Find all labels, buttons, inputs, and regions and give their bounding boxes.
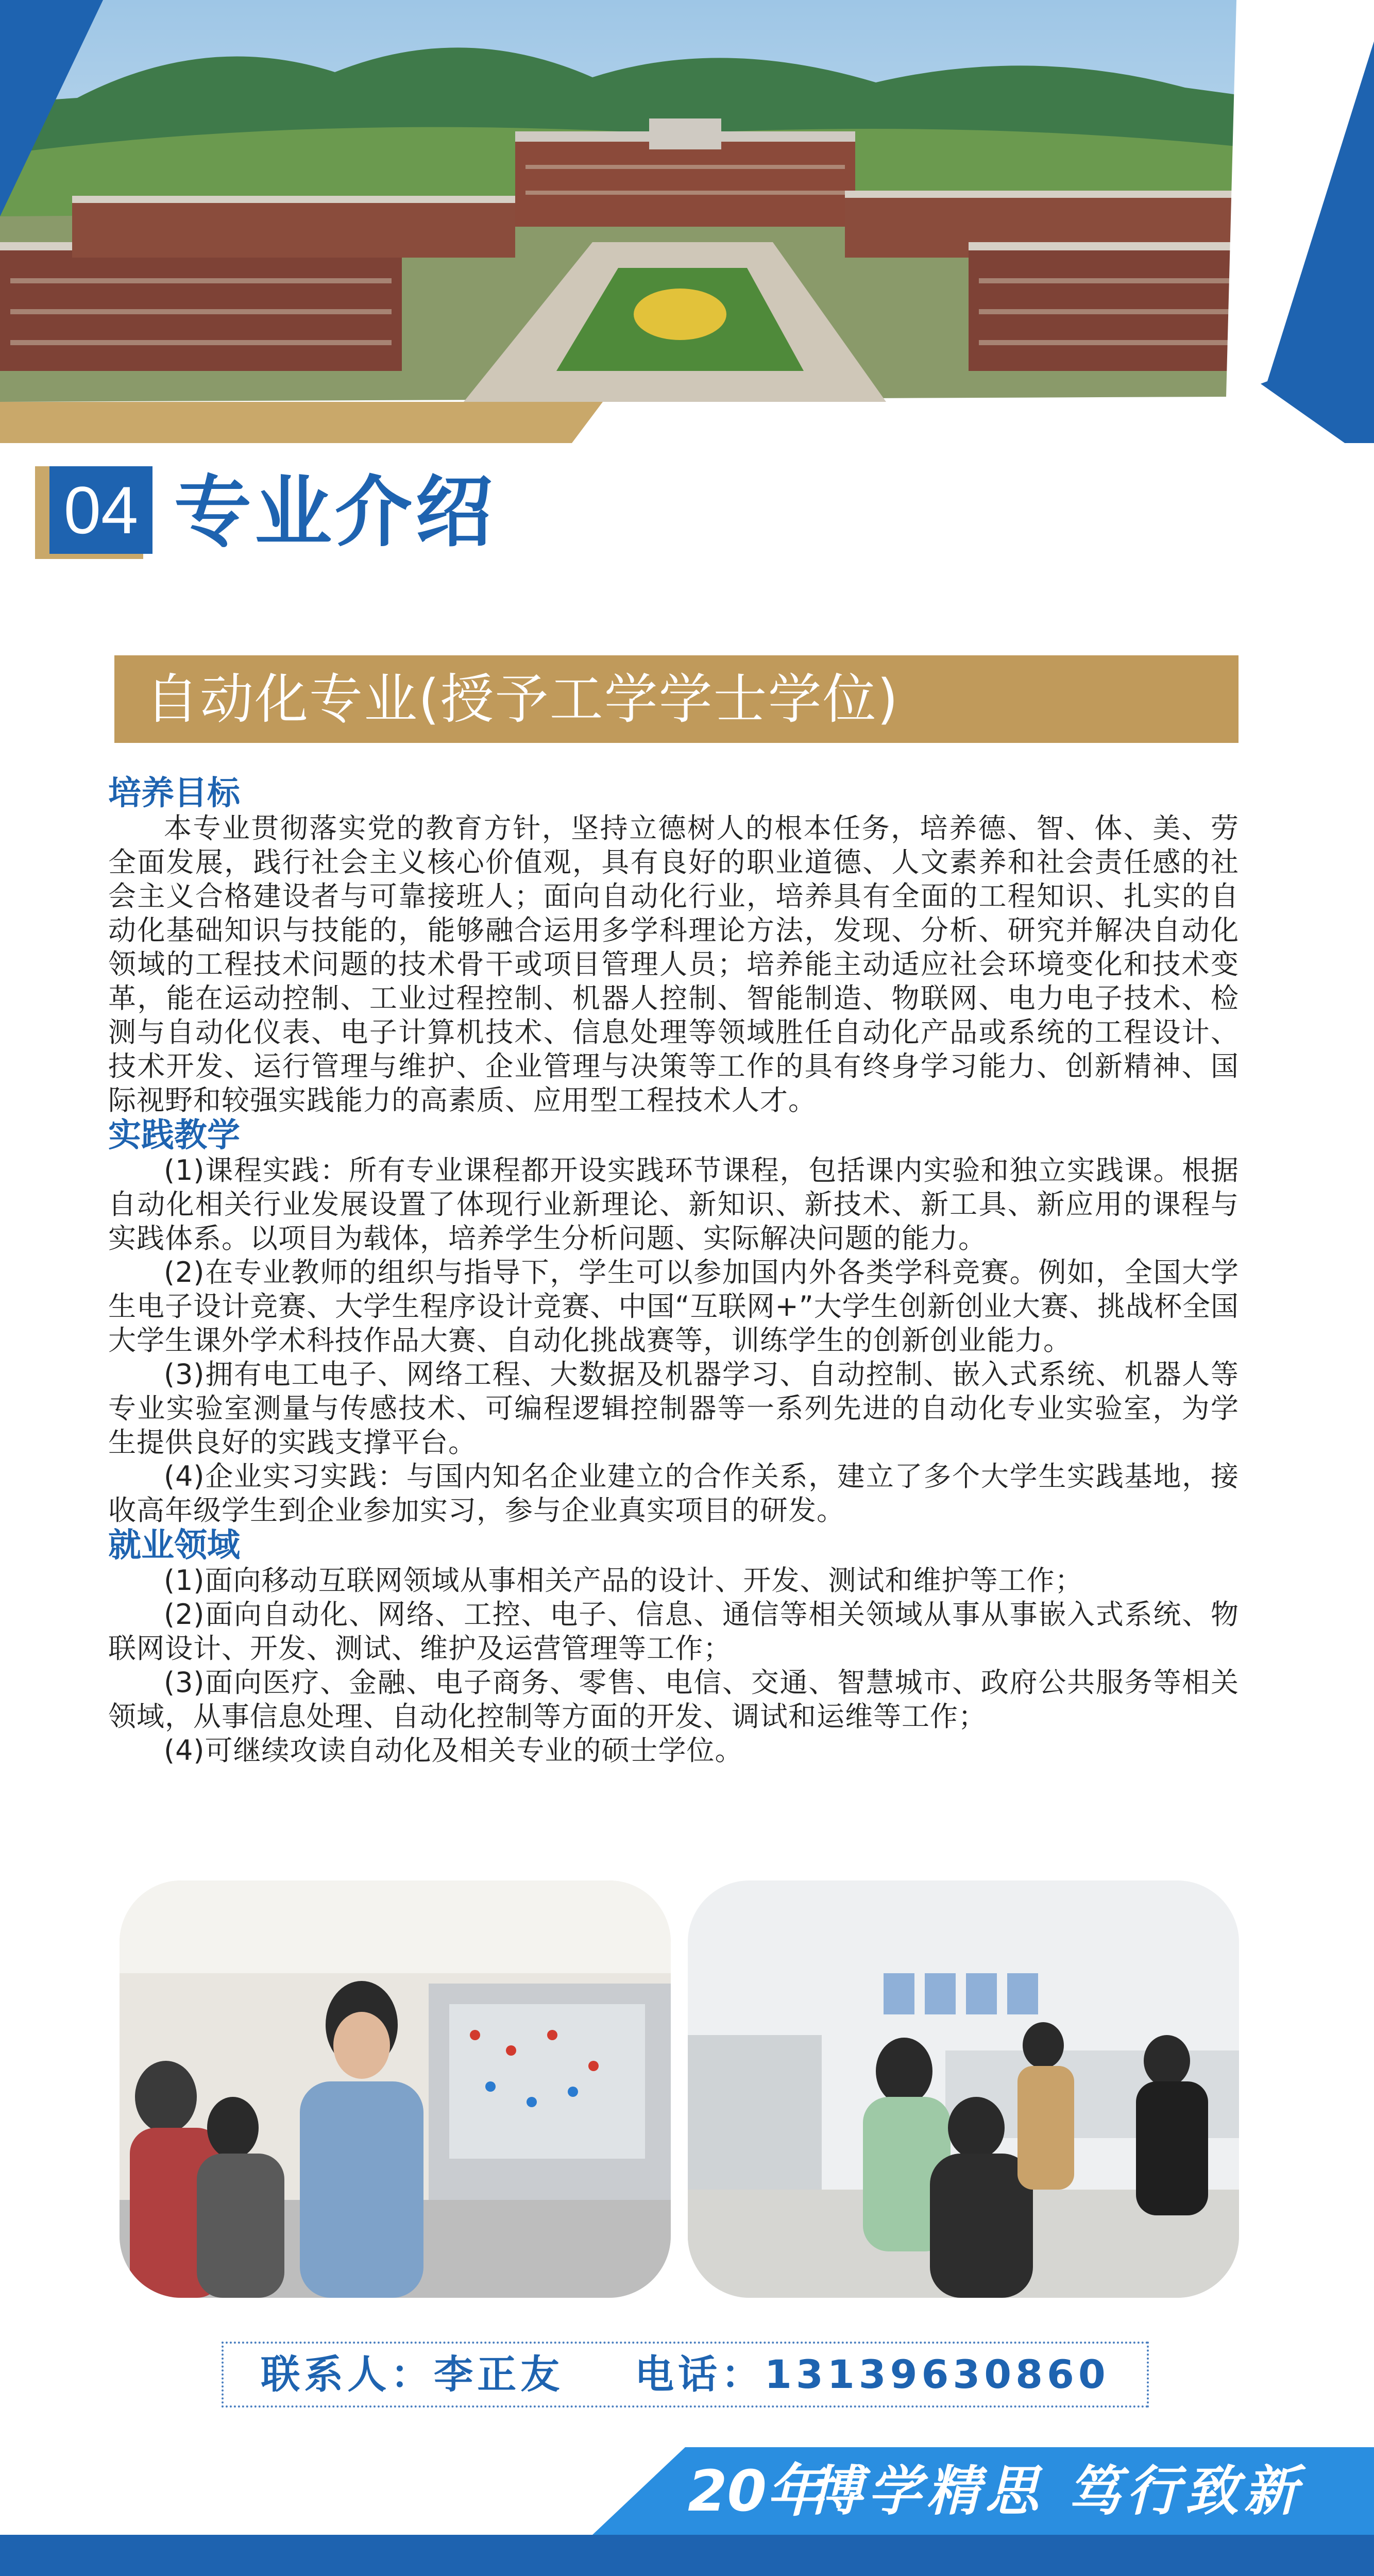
practice-heading: 实践教学: [108, 1116, 240, 1155]
practice-paragraph-4: (4)企业实习实践：与国内知名企业建立的合作关系，建立了多个大学生实践基地，接收高年级学生到企业参加实习，参与企业真实项目的研发。: [108, 1460, 1239, 1527]
campus-hero-image: [0, 0, 1374, 443]
employment-heading: 就业领域: [108, 1527, 240, 1565]
section-number: 04: [49, 466, 152, 554]
major-description: [108, 775, 1239, 1768]
contact-box: [222, 2342, 1149, 2408]
employment-paragraph-4: (4)可继续攻读自动化及相关专业的硕士学位。: [164, 1734, 743, 1767]
employment-paragraph-1: (1)面向移动互联网领域从事相关产品的设计、开发、测试和维护等工作；: [164, 1564, 1083, 1597]
section-title: 专业介绍: [174, 468, 496, 557]
major-title-banner: [114, 655, 1239, 743]
practice-paragraph-1: (1)课程实践：所有专业课程都开设实践环节课程，包括课内实验和独立实践课。根据自动化相关行业发展设置了体现行业新理论、新知识、新技术、新工具、新应用的课程与实践体系。以项目为载体，培养学生分析问题、实际解决问题的能力。: [108, 1154, 1239, 1255]
lab-photo-right: [688, 1880, 1239, 2298]
anniversary-badge: 20年: [688, 2458, 824, 2524]
practice-paragraph-2: (2)在专业教师的组织与指导下，学生可以参加国内外各类学科竞赛。例如，全国大学生电子设计竞赛、大学生程序设计竞赛、中国“互联网+”大学生创新创业大赛、挑战杯全国大学生课外学术科技作品大赛、自动化挑战赛等，训练学生的创新创业能力。: [108, 1256, 1239, 1357]
contact-person: 联系人：李正友: [261, 2351, 564, 2397]
lab-photo-left: [120, 1880, 671, 2298]
footer-slogan: 博学精思 笃行致新: [809, 2460, 1303, 2522]
training-goal-paragraph: 本专业贯彻落实党的教育方针，坚持立德树人的根本任务，培养德、智、体、美、劳全面发展，践行社会主义核心价值观，具有良好的职业道德、人文素养和社会责任感的社会主义合格建设者与可靠接班人；面向自动化行业，培养具有全面的工程知识、扎实的自动化基础知识与技能的，能够融合运用多学科理论方法，发现、分析、研究并解决自动化领域的工程技术问题的技术骨干或项目管理人员；培养能主动适应社会环境变化和技术变革，能在运动控制、工业过程控制、机器人控制、智能制造、物联网、电力电子技术、检测与自动化仪表、电子计算机技术、信息处理等领域胜任自动化产品或系统的工程设计、技术开发、运行管理与维护、企业管理与决策等工作的具有终身学习能力、创新精神、国际视野和较强实践能力的高素质、应用型工程技术人才。: [108, 812, 1239, 1116]
training-goal-heading: 培养目标: [108, 774, 240, 812]
major-title: 自动化专业(授予工学学士学位): [145, 668, 900, 731]
contact-phone: 电话：13139630860: [635, 2351, 1110, 2397]
employment-paragraph-3: (3)面向医疗、金融、电子商务、零售、电信、交通、智慧城市、政府公共服务等相关领域，从事信息处理、自动化控制等方面的开发、调试和运维等工作；: [108, 1666, 1239, 1733]
practice-paragraph-3: (3)拥有电工电子、网络工程、大数据及机器学习、自动控制、嵌入式系统、机器人等专业实验室测量与传感技术、可编程逻辑控制器等一系列先进的自动化专业实验室，为学生提供良好的实践支撑平台。: [108, 1358, 1239, 1459]
section-header: [25, 466, 540, 559]
employment-paragraph-2: (2)面向自动化、网络、工控、电子、信息、通信等相关领域从事从事嵌入式系统、物联网设计、开发、测试、维护及运营管理等工作；: [108, 1598, 1239, 1665]
